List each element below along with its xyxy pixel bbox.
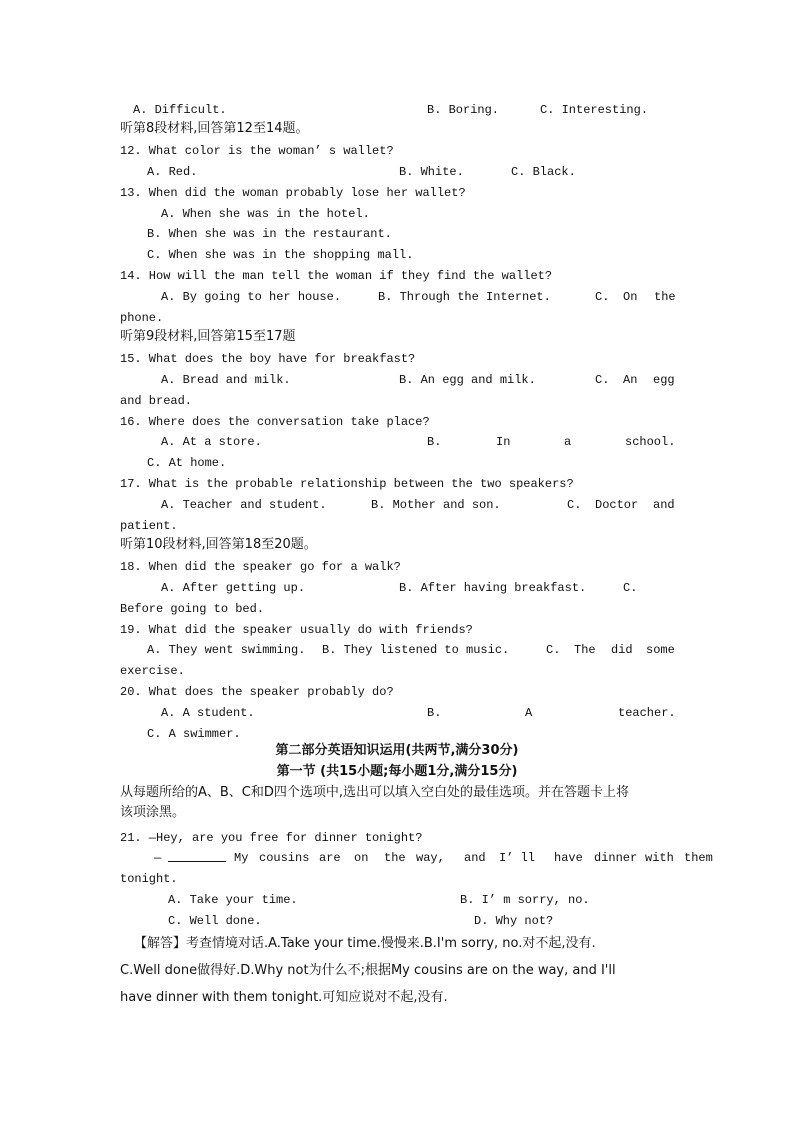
q19-option-c-label: C. xyxy=(546,643,561,657)
q17-option-c-word: Doctor xyxy=(595,498,639,512)
q13-option-b-text: B. When she was in the restaurant. xyxy=(147,227,392,241)
q21-reply-word: way, xyxy=(416,851,445,865)
q16-option-a: A. At a store. xyxy=(161,435,262,449)
q15-option-c-label: C. xyxy=(595,373,610,387)
q20-question: 20. What does the speaker probably do? xyxy=(120,685,394,699)
section-10-heading: 听第10段材料,回答第18至20题。 xyxy=(120,537,317,552)
q15-option-c-word: An xyxy=(623,373,638,387)
q14-option-a: A. By going to her house. xyxy=(161,290,342,304)
q12-option-b: B. White. xyxy=(399,165,464,179)
q19-option-c-word: did xyxy=(611,643,633,657)
q20-option-b-word: A xyxy=(525,706,533,720)
q19-option-c-word: some xyxy=(646,643,675,657)
q21-reply-word: cousins xyxy=(259,851,310,865)
q21-option-a: A. Take your time. xyxy=(168,893,298,907)
q20-option-b-word: B. xyxy=(427,706,442,720)
q12-question: 12. What color is the woman’ s wallet? xyxy=(120,144,394,158)
q11-option-b: B. Boring. xyxy=(427,103,500,117)
q15-question: 15. What does the boy have for breakfast? xyxy=(120,352,416,366)
q19-option-c-word: The xyxy=(574,643,596,657)
q16-option-b-word: In xyxy=(496,435,511,449)
q16-option-b-word: school. xyxy=(625,435,676,449)
q18-option-b: B. After having breakfast. xyxy=(399,581,587,595)
q14-option-c-continuation: phone. xyxy=(120,311,164,325)
q21-reply-word: dinner xyxy=(594,851,638,865)
q18-option-a: A. After getting up. xyxy=(161,581,306,595)
q19-option-b: B. They listened to music. xyxy=(322,643,510,657)
q15-option-c-word: egg xyxy=(653,373,675,387)
q21-reply-word: and xyxy=(464,851,486,865)
instructions-line-1: 从每题所给的A、B、C和D四个选项中,选出可以填入空白处的最佳选项。并在答题卡上将 xyxy=(120,785,630,800)
q21-option-d: D. Why not? xyxy=(474,914,554,928)
q21-reply-word: the xyxy=(384,851,406,865)
q21-reply-word: on xyxy=(354,851,369,865)
q21-option-c: C. Well done. xyxy=(168,914,262,928)
q20-option-a: A. A student. xyxy=(161,706,255,720)
q13-question: 13. When did the woman probably lose her wallet? xyxy=(120,186,466,200)
answer-explanation-line-1: 【解答】考查情境对话.A.Take your time.慢慢来.B.I'm sorry, no.对不起,没有. xyxy=(134,936,596,951)
section-1-title: 第一节 (共15小题;每小题1分,满分15分) xyxy=(276,764,518,779)
q21-option-b: B. I’ m sorry, no. xyxy=(460,893,590,907)
q11-option-c: C. Interesting. xyxy=(540,103,649,117)
q13-option-a-text: A. When she was in the hotel. xyxy=(161,207,370,221)
q16-option-b-word: a xyxy=(564,435,572,449)
answer-explanation-line-2: C.Well done做得好.D.Why not为什么不;根据My cousins are on the way, and I'll xyxy=(120,963,616,978)
q11-option-a: A. Difficult. xyxy=(133,103,227,117)
q15-option-a: A. Bread and milk. xyxy=(161,373,291,387)
q15-option-b: B. An egg and milk. xyxy=(399,373,536,387)
q20-option-b-word: teacher. xyxy=(618,706,676,720)
q17-option-c-label: C. xyxy=(567,498,582,512)
q14-option-b: B. Through the Internet. xyxy=(378,290,551,304)
q17-option-c-word: and xyxy=(653,498,675,512)
q21-reply-continuation: tonight. xyxy=(120,872,178,886)
q15-option-c-continuation: and bread. xyxy=(120,394,193,408)
q21-reply-word: are xyxy=(319,851,341,865)
q14-question: 14. How will the man tell the woman if they find the wallet? xyxy=(120,269,553,283)
q21-question: 21. —Hey, are you free for dinner tonight? xyxy=(120,831,423,845)
q18-option-c-continuation: Before going to bed. xyxy=(120,602,265,616)
q16-option-c-text: C. At home. xyxy=(147,456,227,470)
q12-option-a: A. Red. xyxy=(147,165,198,179)
q19-question: 19. What did the speaker usually do with friends? xyxy=(120,623,473,637)
part-2-title: 第二部分英语知识运用(共两节,满分30分) xyxy=(275,743,519,758)
q17-option-a: A. Teacher and student. xyxy=(161,498,327,512)
q19-option-c-continuation: exercise. xyxy=(120,664,185,678)
q14-option-c-word: On xyxy=(623,290,638,304)
q21-reply-word: have xyxy=(554,851,583,865)
section-8-heading: 听第8段材料,回答第12至14题。 xyxy=(120,121,309,136)
q21-reply-word: I’ ll xyxy=(499,851,536,865)
instructions-line-2: 该项涂黑。 xyxy=(120,805,186,820)
q16-option-b-word: B. xyxy=(427,435,442,449)
q18-option-c-label: C. xyxy=(623,581,638,595)
q21-reply-word: with xyxy=(645,851,674,865)
q14-option-c-word: the xyxy=(654,290,676,304)
q18-question: 18. When did the speaker go for a walk? xyxy=(120,560,401,574)
q17-question: 17. What is the probable relationship between the two speakers? xyxy=(120,477,574,491)
q20-option-c-text: C. A swimmer. xyxy=(147,727,241,741)
answer-explanation-line-3: have dinner with them tonight.可知应说对不起,没有. xyxy=(120,990,448,1005)
q14-option-c-label: C. xyxy=(595,290,610,304)
q12-option-c: C. Black. xyxy=(511,165,576,179)
q17-option-b: B. Mother and son. xyxy=(371,498,501,512)
q19-option-a: A. They went swimming. xyxy=(147,643,306,657)
q21-reply-word: My xyxy=(234,851,249,865)
q17-option-c-continuation: patient. xyxy=(120,519,178,533)
q21-dash: — xyxy=(154,851,162,865)
q16-question: 16. Where does the conversation take place? xyxy=(120,415,430,429)
answer-blank xyxy=(168,851,226,862)
section-9-heading: 听第9段材料,回答第15至17题 xyxy=(120,329,296,344)
q13-option-c-text: C. When she was in the shopping mall. xyxy=(147,248,414,262)
q21-reply-word: them xyxy=(684,851,713,865)
